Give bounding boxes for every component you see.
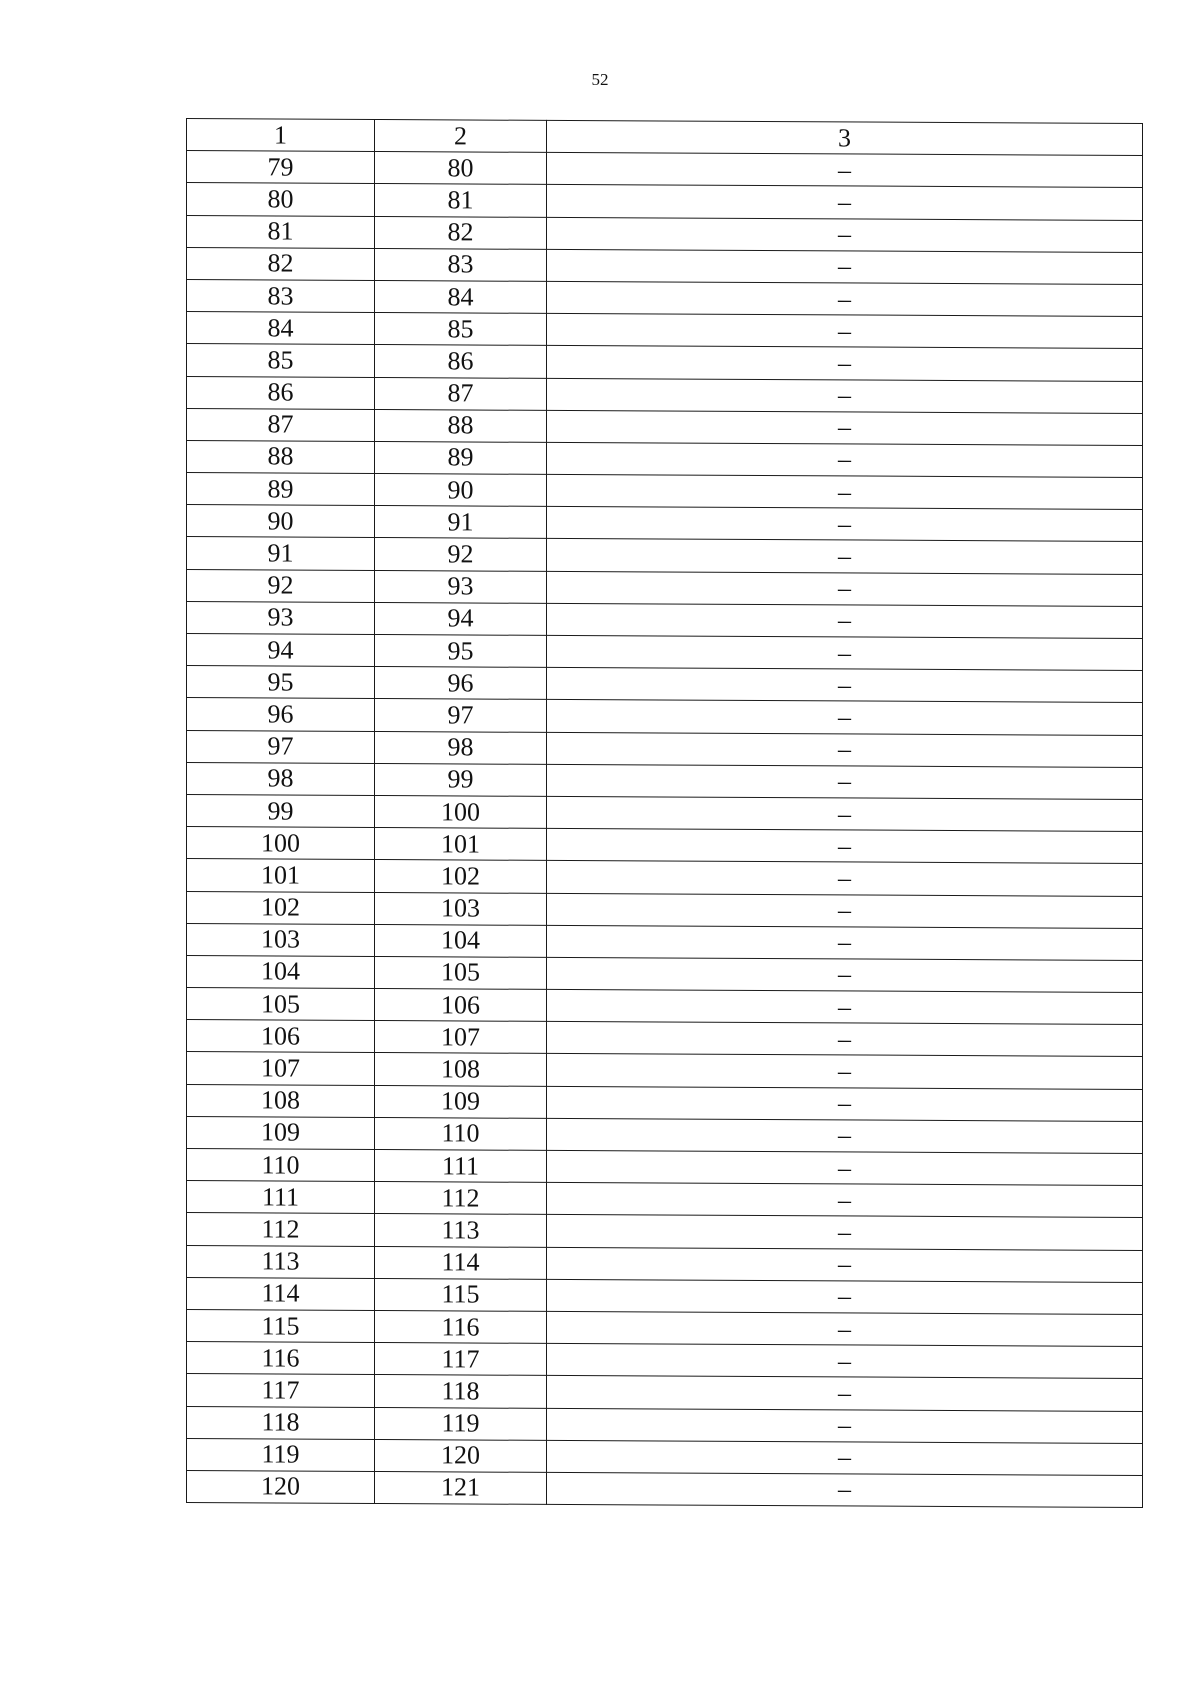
table-cell-col-2: 106 [375, 989, 547, 1022]
table-cell-col-1: 103 [187, 923, 375, 956]
table-cell-col-1: 93 [187, 601, 375, 634]
table-cell-col-3: – [547, 1472, 1143, 1507]
table-cell-col-3: – [547, 764, 1143, 799]
table-row [187, 376, 1143, 413]
table-cell-col-3: – [547, 700, 1143, 735]
table-cell-col-2: 112 [375, 1182, 547, 1215]
table-cell-col-3: – [547, 1118, 1143, 1153]
table-cell-col-3: – [547, 1022, 1143, 1057]
table-cell-col-1: 112 [187, 1213, 375, 1246]
table-cell-col-3: – [547, 1279, 1143, 1314]
table-cell-col-2: 92 [375, 538, 547, 571]
table-row [187, 1052, 1143, 1089]
table-cell-col-2: 119 [375, 1407, 547, 1440]
table-cell-col-1: 107 [187, 1052, 375, 1085]
table-cell-col-3: – [547, 957, 1143, 992]
table-row [187, 1374, 1143, 1411]
document-table [186, 118, 1143, 1508]
table-cell-col-2: 101 [375, 828, 547, 861]
table-cell-col-2: 115 [375, 1278, 547, 1311]
table-cell-col-3: – [547, 668, 1143, 703]
table-cell-col-2: 110 [375, 1117, 547, 1150]
table-row [187, 537, 1143, 574]
table-row [187, 247, 1143, 284]
table-cell-col-2: 120 [375, 1439, 547, 1472]
table-cell-col-3: – [547, 281, 1143, 316]
table-cell-col-3: – [547, 1247, 1143, 1282]
table-cell-col-2: 100 [375, 795, 547, 828]
table-cell-col-2: 108 [375, 1053, 547, 1086]
table-cell-col-1: 106 [187, 1020, 375, 1053]
table-cell-col-1: 94 [187, 634, 375, 667]
table-cell-col-3: – [547, 217, 1143, 252]
table-row [187, 730, 1143, 767]
table-cell-col-3: – [547, 378, 1143, 413]
table-cell-col-1: 91 [187, 537, 375, 570]
table-cell-col-3: – [547, 796, 1143, 831]
table-cell-col-1: 88 [187, 440, 375, 473]
table-cell-col-2: 121 [375, 1471, 547, 1504]
table-row [187, 762, 1143, 799]
table-row [187, 1116, 1143, 1153]
table-cell-col-2: 105 [375, 956, 547, 989]
table-header-row [187, 119, 1143, 156]
table-cell-col-3: – [547, 1054, 1143, 1089]
table-row [187, 1342, 1143, 1379]
table-cell-col-3: – [547, 1376, 1143, 1411]
document-table-wrapper [186, 118, 1142, 1508]
table-cell-col-2: 94 [375, 602, 547, 635]
table-cell-col-2: 97 [375, 699, 547, 732]
table-cell-col-1: 116 [187, 1342, 375, 1375]
table-cell-col-2: 93 [375, 570, 547, 603]
table-cell-col-3: – [547, 732, 1143, 767]
table-cell-col-1: 97 [187, 730, 375, 763]
table-row [187, 923, 1143, 960]
table-row [187, 891, 1143, 928]
table-cell-col-3: – [547, 1344, 1143, 1379]
table-cell-col-3: – [547, 153, 1143, 188]
table-cell-col-3: – [547, 1183, 1143, 1218]
table-cell-col-1: 87 [187, 408, 375, 441]
table-cell-col-2: 96 [375, 667, 547, 700]
table-row [187, 698, 1143, 735]
table-row [187, 988, 1143, 1025]
table-row [187, 183, 1143, 220]
table-cell-col-3: – [547, 989, 1143, 1024]
table-cell-col-1: 82 [187, 247, 375, 280]
table-cell-col-3: – [547, 861, 1143, 896]
table-cell-col-1: 102 [187, 891, 375, 924]
table-row [187, 1213, 1143, 1250]
table-row [187, 440, 1143, 477]
table-cell-col-1: 119 [187, 1438, 375, 1471]
column-header-3: 3 [547, 120, 1143, 155]
table-cell-col-3: – [547, 474, 1143, 509]
table-cell-col-1: 113 [187, 1245, 375, 1278]
table-row [187, 1277, 1143, 1314]
table-cell-col-2: 81 [375, 184, 547, 217]
table-cell-col-1: 104 [187, 955, 375, 988]
table-cell-col-1: 83 [187, 279, 375, 312]
table-cell-col-3: – [547, 1408, 1143, 1443]
table-cell-col-3: – [547, 1150, 1143, 1185]
table-cell-col-2: 80 [375, 152, 547, 185]
table-cell-col-3: – [547, 249, 1143, 284]
table-row [187, 215, 1143, 252]
table-row [187, 955, 1143, 992]
table-row [187, 1149, 1143, 1186]
table-cell-col-1: 86 [187, 376, 375, 409]
table-row [187, 1084, 1143, 1121]
table-cell-col-3: – [547, 1440, 1143, 1475]
table-cell-col-2: 90 [375, 474, 547, 507]
table-cell-col-1: 110 [187, 1149, 375, 1182]
table-cell-col-2: 116 [375, 1310, 547, 1343]
table-cell-col-3: – [547, 314, 1143, 349]
table-cell-col-2: 86 [375, 345, 547, 378]
column-header-2: 2 [375, 119, 547, 152]
table-cell-col-1: 111 [187, 1181, 375, 1214]
table-cell-col-2: 95 [375, 634, 547, 667]
table-cell-col-2: 111 [375, 1149, 547, 1182]
table-cell-col-1: 96 [187, 698, 375, 731]
table-cell-col-1: 79 [187, 151, 375, 184]
table-cell-col-1: 120 [187, 1470, 375, 1503]
table-cell-col-3: – [547, 507, 1143, 542]
table-row [187, 1309, 1143, 1346]
table-row [187, 1020, 1143, 1057]
table-cell-col-1: 90 [187, 505, 375, 538]
table-row [187, 408, 1143, 445]
column-header-1: 1 [187, 119, 375, 152]
table-cell-col-2: 87 [375, 377, 547, 410]
table-cell-col-2: 104 [375, 924, 547, 957]
table-cell-col-2: 82 [375, 216, 547, 249]
table-cell-col-1: 84 [187, 312, 375, 345]
table-cell-col-1: 118 [187, 1406, 375, 1439]
table-cell-col-2: 98 [375, 731, 547, 764]
table-row [187, 859, 1143, 896]
table-cell-col-3: – [547, 185, 1143, 220]
table-cell-col-2: 99 [375, 763, 547, 796]
table-cell-col-2: 91 [375, 506, 547, 539]
table-row [187, 279, 1143, 316]
table-cell-col-1: 117 [187, 1374, 375, 1407]
table-row [187, 1438, 1143, 1475]
table-row [187, 1406, 1143, 1443]
table-cell-col-3: – [547, 346, 1143, 381]
table-cell-col-1: 98 [187, 762, 375, 795]
table-cell-col-2: 84 [375, 280, 547, 313]
table-cell-col-1: 115 [187, 1309, 375, 1342]
table-row [187, 312, 1143, 349]
table-cell-col-3: – [547, 410, 1143, 445]
table-cell-col-3: – [547, 635, 1143, 670]
table-cell-col-2: 85 [375, 313, 547, 346]
table-row [187, 1245, 1143, 1282]
table-row [187, 827, 1143, 864]
table-cell-col-3: – [547, 829, 1143, 864]
table-cell-col-2: 107 [375, 1021, 547, 1054]
table-cell-col-1: 105 [187, 988, 375, 1021]
table-cell-col-2: 88 [375, 409, 547, 442]
table-row [187, 151, 1143, 188]
table-row [187, 505, 1143, 542]
table-cell-col-1: 108 [187, 1084, 375, 1117]
table-cell-col-1: 95 [187, 666, 375, 699]
table-cell-col-2: 114 [375, 1246, 547, 1279]
table-cell-col-2: 89 [375, 441, 547, 474]
table-row [187, 1181, 1143, 1218]
table-cell-col-3: – [547, 539, 1143, 574]
page-number: 52 [591, 70, 609, 89]
table-cell-col-3: – [547, 893, 1143, 928]
table-cell-col-2: 83 [375, 248, 547, 281]
table-cell-col-2: 118 [375, 1375, 547, 1408]
table-cell-col-1: 99 [187, 794, 375, 827]
table-cell-col-1: 81 [187, 215, 375, 248]
table-row [187, 634, 1143, 671]
table-cell-col-1: 89 [187, 473, 375, 506]
table-row [187, 794, 1143, 831]
table-cell-col-3: – [547, 925, 1143, 960]
table-body [187, 119, 1143, 1508]
table-row [187, 344, 1143, 381]
table-cell-col-3: – [547, 603, 1143, 638]
table-cell-col-1: 85 [187, 344, 375, 377]
table-row [187, 601, 1143, 638]
table-cell-col-1: 109 [187, 1116, 375, 1149]
table-row [187, 569, 1143, 606]
table-cell-col-3: – [547, 442, 1143, 477]
table-cell-col-2: 102 [375, 860, 547, 893]
table-row [187, 666, 1143, 703]
table-row [187, 473, 1143, 510]
table-cell-col-2: 117 [375, 1343, 547, 1376]
table-cell-col-3: – [547, 571, 1143, 606]
table-row [187, 1470, 1143, 1507]
table-cell-col-2: 113 [375, 1214, 547, 1247]
table-cell-col-2: 109 [375, 1085, 547, 1118]
table-cell-col-1: 92 [187, 569, 375, 602]
table-cell-col-1: 101 [187, 859, 375, 892]
table-cell-col-1: 100 [187, 827, 375, 860]
table-cell-col-3: – [547, 1311, 1143, 1346]
table-cell-col-1: 80 [187, 183, 375, 216]
table-cell-col-3: – [547, 1215, 1143, 1250]
table-cell-col-2: 103 [375, 892, 547, 925]
table-cell-col-1: 114 [187, 1277, 375, 1310]
table-cell-col-3: – [547, 1086, 1143, 1121]
